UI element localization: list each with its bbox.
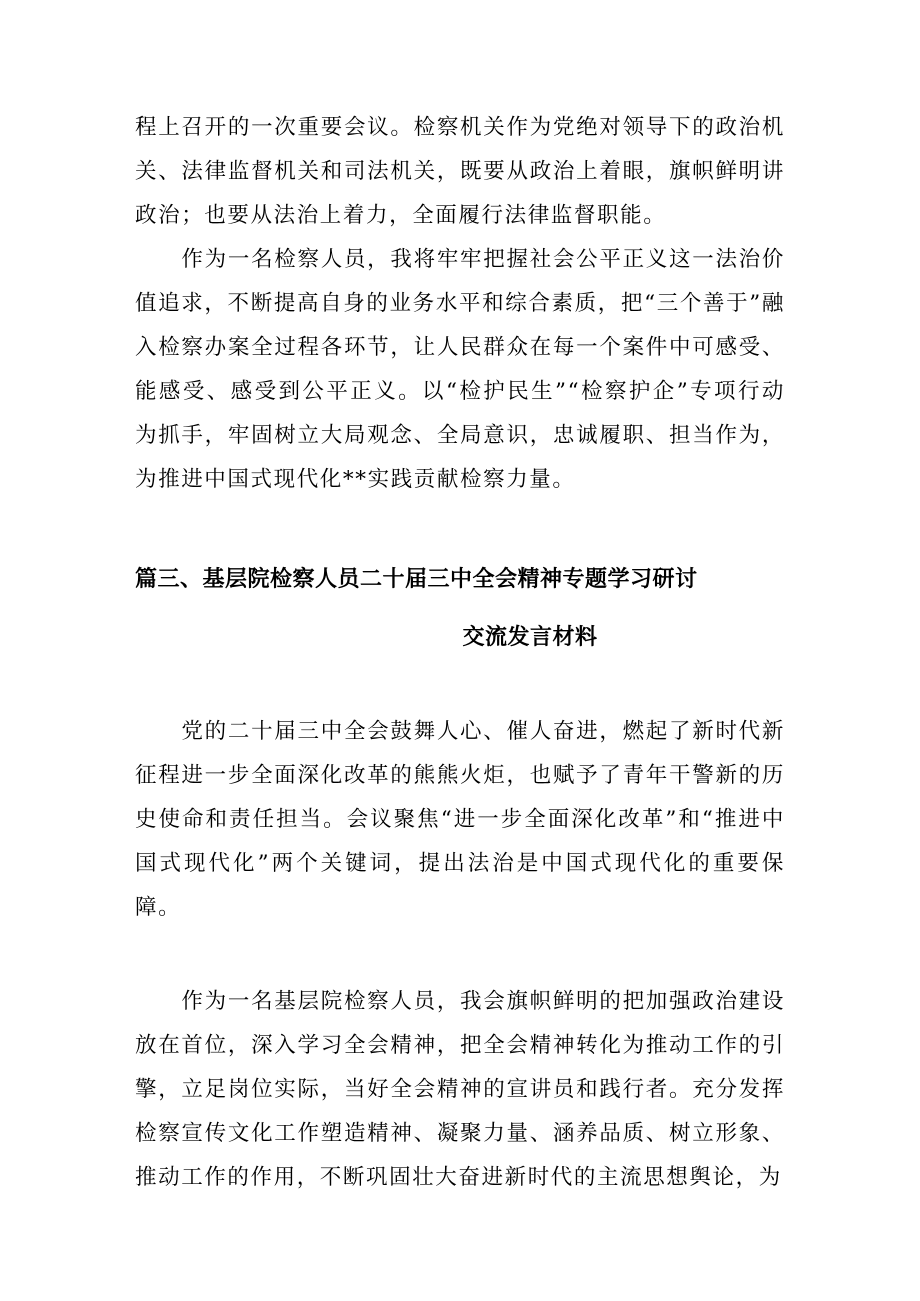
paragraph-grassroots-role: 作为一名基层院检察人员，我会旗帜鲜明的把加强政治建设放在首位，深入学习全会精神，把全会精神转化为推动工作的引擎，立足岗位实际，当好全会精神的宣讲员和践行者。充分发挥检察宣传文化工作塑造精神、凝聚力量、涵养品质、树立形象、推动工作的作用，不断巩固壮大奋进新时代的主流思想舆论，为 — [135, 989, 785, 1190]
paragraph-commitment: 作为一名检察人员，我将牢牢把握社会公平正义这一法治价值追求，不断提高自身的业务水平和综合素质，把“三个善于”融入检察办案全过程各环节，让人民群众在每一个案件中可感受、能感受、感受到公平正义。以“检护民生”“检察护企”专项行动为抓手，牢固树立大局观念、全局意识，忠诚履职、担当作为，为推进中国式现代化**实践贡献检察力量。 — [135, 247, 785, 492]
section-heading-line1: 篇三、基层院检察人员二十届三中全会精神专题学习研讨 — [135, 567, 698, 592]
section-heading-line2: 交流发言材料 — [462, 625, 598, 650]
paragraph-continuation: 程上召开的一次重要会议。检察机关作为党绝对领导下的政治机关、法律监督机关和司法机关，既要从政治上着眼，旗帜鲜明讲政治；也要从法治上着力，全面履行法律监督职能。 — [135, 115, 785, 228]
paragraph-plenum-intro: 党的二十届三中全会鼓舞人心、催人奋进，燃起了新时代新征程进一步全面深化改革的熊熊火炬，也赋予了青年干警新的历史使命和责任担当。会议聚焦“进一步全面深化改革”和“推进中国式现代化”两个关键词，提出法治是中国式现代化的重要保障。 — [135, 719, 785, 920]
